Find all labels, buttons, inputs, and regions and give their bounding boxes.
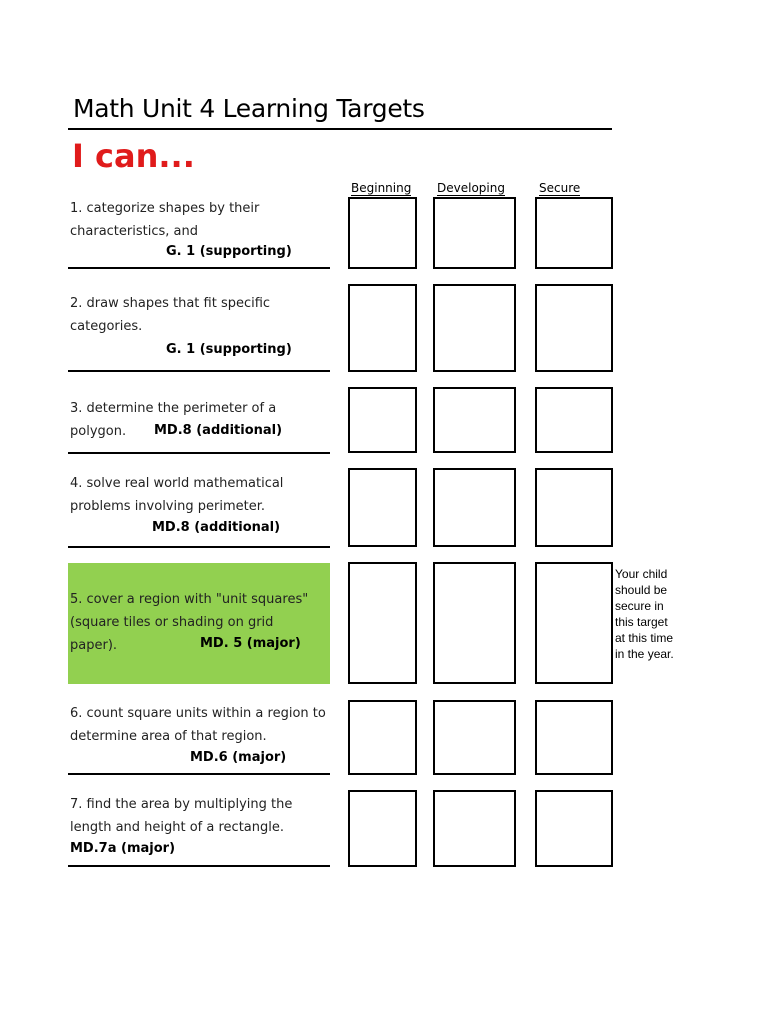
page-title: Math Unit 4 Learning Targets [73, 94, 425, 123]
target-text: 1. categorize shapes by their characteristics, and [70, 201, 260, 239]
row-divider [68, 267, 330, 269]
checkbox-target4-developing[interactable] [433, 468, 516, 547]
target-standard: G. 1 (supporting) [166, 342, 292, 357]
row-divider [68, 865, 330, 867]
checkbox-target1-beginning[interactable] [348, 197, 417, 269]
checkbox-target1-secure[interactable] [535, 197, 613, 269]
title-divider [68, 128, 612, 130]
learning-target-2 [68, 292, 330, 370]
learning-target-6 [68, 702, 330, 773]
checkbox-target5-developing[interactable] [433, 562, 516, 684]
learning-target-1 [68, 197, 330, 267]
checkbox-target3-secure[interactable] [535, 387, 613, 453]
target-text: 4. solve real world mathematical problems involving perimeter. [70, 476, 284, 514]
checkbox-target4-beginning[interactable] [348, 468, 417, 547]
row-divider [68, 452, 330, 454]
column-header-developing: Developing [437, 181, 505, 195]
checkbox-target5-beginning[interactable] [348, 562, 417, 684]
target-text: 5. cover a region with "unit squares" (square tiles or shading on grid paper). [70, 592, 309, 653]
checkbox-target6-secure[interactable] [535, 700, 613, 775]
row-divider [68, 370, 330, 372]
column-header-secure: Secure [539, 181, 581, 195]
secure-note: Your child should be secure in this target at this time in the year. [615, 567, 674, 661]
checkbox-target2-secure[interactable] [535, 284, 613, 372]
target-standard: G. 1 (supporting) [166, 244, 292, 259]
learning-target-5 [68, 563, 330, 684]
checkbox-target2-developing[interactable] [433, 284, 516, 372]
checkbox-target3-developing[interactable] [433, 387, 516, 453]
section-heading: I can... [72, 137, 195, 175]
learning-target-4 [68, 472, 330, 546]
checkbox-target7-beginning[interactable] [348, 790, 417, 867]
learning-target-7 [68, 793, 330, 865]
target-text: 6. count square units within a region to determine area of that region. [70, 706, 326, 744]
target-text: 3. determine the perimeter of a polygon. [70, 401, 277, 439]
target-standard: MD. 5 (major) [200, 636, 301, 651]
target-text: 2. draw shapes that fit specific categories. [70, 296, 271, 334]
column-header-beginning: Beginning [351, 181, 412, 195]
checkbox-target7-secure[interactable] [535, 790, 613, 867]
checkbox-target7-developing[interactable] [433, 790, 516, 867]
checkbox-target3-beginning[interactable] [348, 387, 417, 453]
target-standard: MD.6 (major) [190, 750, 287, 765]
row-divider [68, 546, 330, 548]
target-standard: MD.7a (major) [70, 841, 176, 856]
row-divider [68, 773, 330, 775]
target-text: 7. find the area by multiplying the length and height of a rectangle. [70, 797, 293, 835]
checkbox-target6-beginning[interactable] [348, 700, 417, 775]
checkbox-target5-secure[interactable] [535, 562, 613, 684]
checkbox-target2-beginning[interactable] [348, 284, 417, 372]
learning-target-3 [68, 397, 330, 452]
checkbox-target6-developing[interactable] [433, 700, 516, 775]
target-standard: MD.8 (additional) [154, 423, 283, 438]
target-standard: MD.8 (additional) [152, 520, 281, 535]
checkbox-target4-secure[interactable] [535, 468, 613, 547]
checkbox-target1-developing[interactable] [433, 197, 516, 269]
